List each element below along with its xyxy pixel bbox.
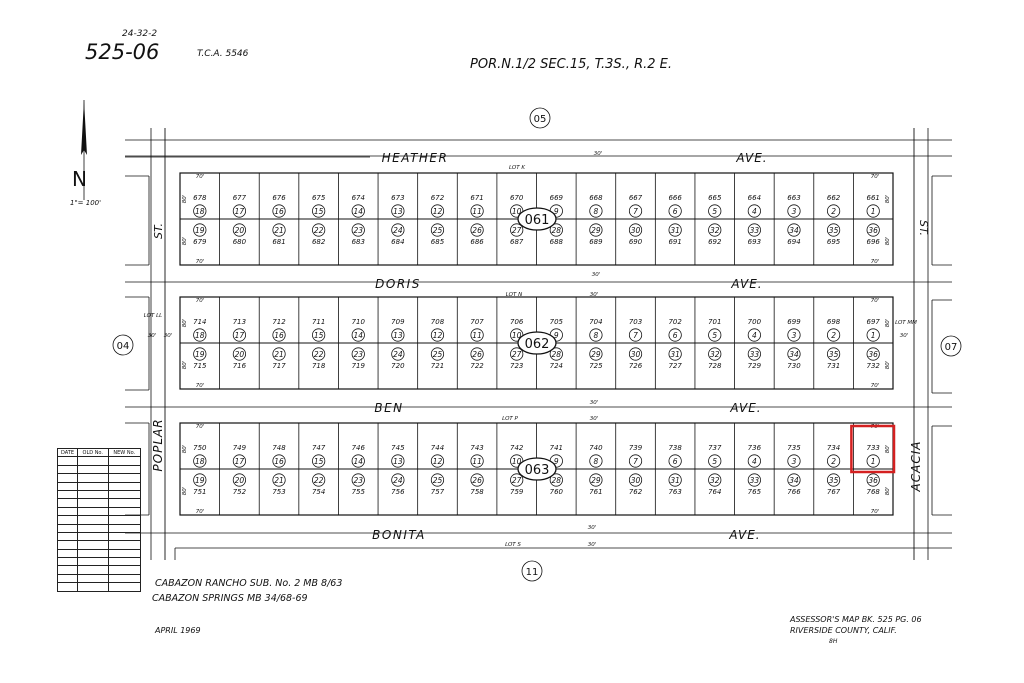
- lot-number: 717: [272, 362, 286, 370]
- page-number: 061: [524, 213, 550, 228]
- initials: 8H: [829, 638, 838, 645]
- assessor-note-1: ASSESSOR'S MAP BK. 525 PG. 06: [790, 615, 922, 624]
- parcel-number: 23: [353, 476, 364, 485]
- lot-number: 736: [747, 444, 762, 452]
- lot-number: 740: [589, 444, 603, 452]
- parcel-number: 13: [393, 207, 403, 216]
- parcel-number: 9: [553, 457, 559, 466]
- lot-number: 692: [708, 238, 722, 246]
- dimension-label: 30': [587, 525, 597, 531]
- lot-number: 661: [866, 194, 880, 202]
- parcel-number: 20: [234, 476, 245, 485]
- lot-number: 748: [272, 444, 286, 452]
- parcel-number: 10: [511, 331, 522, 340]
- lot-number: 680: [232, 238, 247, 246]
- street-ave-bonita: AVE.: [729, 528, 761, 542]
- parcel-number: 36: [868, 350, 878, 359]
- lot-number: 716: [232, 362, 247, 370]
- lot-n-label: LOT N: [505, 292, 523, 298]
- dimension-label: 80': [182, 236, 188, 246]
- parcel-number: 7: [633, 207, 638, 216]
- dimension-label: 70': [195, 298, 205, 304]
- lot-number: 690: [628, 238, 643, 246]
- lot-s-label: LOT S: [505, 542, 521, 548]
- parcel-number: 2: [831, 457, 836, 466]
- lot-number: 734: [826, 444, 841, 452]
- lot-number: 698: [826, 318, 841, 326]
- lot-number: 676: [272, 194, 286, 202]
- lot-number: 667: [628, 194, 643, 202]
- dimension-label: 70': [870, 509, 880, 515]
- parcel-number: 5: [712, 207, 718, 216]
- lot-number: 685: [430, 238, 445, 246]
- parcel-number: 2: [831, 331, 836, 340]
- dimension-label: 30': [591, 272, 601, 278]
- lot-number: 750: [193, 444, 207, 452]
- lot-number: 696: [866, 238, 880, 246]
- lot-number: 766: [787, 488, 801, 496]
- lot-k-label: LOT K: [509, 165, 525, 171]
- parcel-number: 26: [472, 226, 482, 235]
- parcel-number: 7: [633, 457, 638, 466]
- page-number: 062: [524, 337, 550, 352]
- dimension-label: 80': [885, 318, 891, 328]
- dimension-label: 30': [899, 333, 909, 339]
- lot-number: 753: [272, 488, 286, 496]
- lot-number: 674: [351, 194, 365, 202]
- parcel-number: 28: [551, 476, 562, 485]
- parcel-number: 31: [670, 350, 680, 359]
- date-header: DATE: [58, 449, 78, 457]
- parcel-number: 27: [511, 350, 522, 359]
- lot-number: 703: [628, 318, 643, 326]
- parcel-number: 30: [630, 226, 641, 235]
- parcel-number: 14: [353, 331, 364, 340]
- street-ave-ben: AVE.: [730, 401, 762, 415]
- parcel-number: 16: [274, 207, 284, 216]
- lot-number: 726: [628, 362, 643, 370]
- lot-p-label: LOT P: [502, 416, 518, 422]
- lot-number: 746: [351, 444, 365, 452]
- lot-number: 711: [311, 318, 326, 326]
- parcel-number: 17: [234, 207, 245, 216]
- dimension-label: 30': [589, 416, 599, 422]
- dimension-label: 80': [885, 236, 891, 246]
- lot-number: 757: [430, 488, 445, 496]
- dimension-label: 30': [589, 292, 599, 298]
- street-heather: HEATHER: [381, 151, 449, 165]
- dimension-label: 30': [147, 333, 157, 339]
- lot-number: 714: [193, 318, 207, 326]
- new-number-header: NEW No.: [108, 449, 140, 457]
- lot-number: 689: [589, 238, 603, 246]
- lot-number: 665: [708, 194, 722, 202]
- dimension-label: 70': [870, 298, 880, 304]
- lot-number: 751: [193, 488, 207, 496]
- book-number: 05: [533, 114, 547, 125]
- lot-number: 712: [272, 318, 286, 326]
- street-st-east: ST.: [917, 220, 930, 236]
- lot-number: 718: [311, 362, 326, 370]
- parcel-number: 9: [553, 331, 559, 340]
- lot-number: 754: [311, 488, 326, 496]
- parcel-number: 4: [751, 457, 757, 466]
- lot-number: 756: [391, 488, 405, 496]
- parcel-number: 35: [828, 226, 839, 235]
- parcel-number: 19: [195, 350, 205, 359]
- lot-number: 699: [787, 318, 801, 326]
- dimension-label: 70': [870, 174, 880, 180]
- dimension-label: 70': [195, 509, 205, 515]
- lot-number: 715: [193, 362, 207, 370]
- parcel-number: 26: [472, 476, 482, 485]
- subdivision-note-1: CABAZON RANCHO SUB. No. 2 MB 8/63: [155, 578, 343, 589]
- parcel-number: 1: [870, 331, 876, 340]
- parcel-number: 14: [353, 457, 364, 466]
- parcel-number: 25: [432, 476, 443, 485]
- parcel-number: 23: [353, 226, 364, 235]
- lot-number: 723: [510, 362, 524, 370]
- lot-number: 720: [391, 362, 405, 370]
- book-number: 04: [116, 341, 130, 352]
- dimension-label: 80': [885, 444, 891, 454]
- parcel-number: 21: [274, 226, 284, 235]
- lot-number: 767: [826, 488, 841, 496]
- street-acacia: ACACIA: [909, 440, 923, 492]
- dimension-label: 80': [885, 360, 891, 370]
- book-page-number: 525-06: [85, 40, 160, 64]
- parcel-number: 16: [274, 457, 284, 466]
- parcel-number: 13: [393, 331, 403, 340]
- lot-number: 668: [589, 194, 603, 202]
- parcel-number: 15: [313, 331, 324, 340]
- north-label: N: [72, 167, 87, 191]
- dimension-label: 30': [163, 333, 173, 339]
- lot-number: 765: [747, 488, 762, 496]
- parcel-number: 22: [313, 350, 324, 359]
- lot-number: 722: [470, 362, 484, 370]
- parcel-number: 3: [791, 207, 797, 216]
- parcel-number: 21: [274, 476, 284, 485]
- dimension-label: 70': [870, 383, 880, 389]
- parcel-number: 17: [234, 331, 245, 340]
- dimension-label: 70': [195, 174, 205, 180]
- parcel-number: 15: [313, 207, 324, 216]
- parcel-number: 25: [432, 226, 443, 235]
- lot-number: 741: [549, 444, 563, 452]
- parcel-number: 27: [511, 476, 522, 485]
- parcel-number: 29: [591, 350, 601, 359]
- parcel-number: 34: [789, 476, 799, 485]
- parcel-number: 8: [593, 457, 599, 466]
- parcel-number: 26: [472, 350, 482, 359]
- parcel-number: 14: [353, 207, 364, 216]
- lot-number: 704: [589, 318, 603, 326]
- parcel-number: 16: [274, 331, 284, 340]
- lot-number: 702: [668, 318, 682, 326]
- revision-table: [57, 448, 141, 592]
- lot-number: 673: [391, 194, 405, 202]
- lot-number: 677: [232, 194, 247, 202]
- street-poplar: POPLAR: [151, 418, 165, 472]
- lot-number: 666: [668, 194, 682, 202]
- lot-number: 738: [668, 444, 682, 452]
- dimension-label: 70': [195, 383, 205, 389]
- lot-number: 759: [510, 488, 524, 496]
- parcel-number: 6: [672, 207, 678, 216]
- parcel-number: 24: [393, 226, 403, 235]
- lot-number: 662: [826, 194, 841, 202]
- dimension-label: 70': [195, 424, 205, 430]
- lot-number: 695: [826, 238, 841, 246]
- lot-number: 671: [470, 194, 484, 202]
- lot-number: 764: [708, 488, 722, 496]
- street-ave-heather: AVE.: [736, 151, 768, 165]
- parcel-number: 28: [551, 226, 562, 235]
- lot-number: 670: [510, 194, 524, 202]
- parcel-number: 3: [791, 457, 797, 466]
- lot-number: 732: [866, 362, 880, 370]
- lot-number: 700: [747, 318, 762, 326]
- parcel-number: 22: [313, 226, 324, 235]
- lot-number: 697: [866, 318, 880, 326]
- lot-number: 708: [430, 318, 445, 326]
- street-ben: BEN: [374, 401, 404, 415]
- lot-number: 701: [708, 318, 722, 326]
- parcel-number: 24: [393, 476, 403, 485]
- lot-number: 686: [470, 238, 484, 246]
- lot-number: 745: [391, 444, 405, 452]
- lot-number: 727: [668, 362, 682, 370]
- tca-number: T.C.A. 5546: [197, 49, 249, 59]
- lot-number: 724: [549, 362, 563, 370]
- parcel-number: 36: [868, 226, 878, 235]
- dimension-label: 80': [182, 194, 188, 204]
- parcel-number: 12: [432, 207, 443, 216]
- lot-number: 683: [351, 238, 365, 246]
- parcel-number: 25: [432, 350, 443, 359]
- parcel-number: 33: [749, 476, 760, 485]
- parcel-number: 27: [511, 226, 522, 235]
- lot-number: 675: [311, 194, 326, 202]
- lot-number: 705: [549, 318, 563, 326]
- parcel-number: 5: [712, 457, 718, 466]
- parcel-number: 20: [234, 226, 245, 235]
- scale-label: 1"= 100': [70, 199, 102, 207]
- lot-number: 669: [549, 194, 563, 202]
- lot-number: 768: [866, 488, 880, 496]
- lot-number: 747: [311, 444, 326, 452]
- parcel-number: 8: [593, 331, 599, 340]
- lot-number: 735: [787, 444, 801, 452]
- book-number: 07: [944, 342, 958, 353]
- book-number: 11: [525, 567, 539, 578]
- parcel-number: 35: [828, 476, 839, 485]
- lot-number: 672: [430, 194, 445, 202]
- lot-number: 752: [232, 488, 247, 496]
- parcel-number: 32: [709, 226, 720, 235]
- parcel-number: 3: [791, 331, 797, 340]
- lot-number: 663: [787, 194, 801, 202]
- parcel-number: 32: [709, 350, 720, 359]
- dimension-label: 30': [593, 151, 603, 157]
- dimension-label: 80': [182, 318, 188, 328]
- parcel-number: 31: [670, 476, 680, 485]
- parcel-number: 18: [195, 457, 205, 466]
- lot-number: 758: [470, 488, 484, 496]
- parcel-number: 34: [789, 350, 799, 359]
- lot-number: 761: [589, 488, 603, 496]
- lot-mm-label: LOT MM: [895, 320, 917, 326]
- lot-number: 688: [549, 238, 563, 246]
- parcel-number: 10: [511, 457, 522, 466]
- parcel-number: 28: [551, 350, 562, 359]
- lot-number: 684: [391, 238, 405, 246]
- dimension-label: 70': [870, 259, 880, 265]
- dimension-label: 70': [195, 259, 205, 265]
- old-number-header: OLD No.: [77, 449, 108, 457]
- parcel-number: 19: [195, 476, 205, 485]
- parcel-number: 30: [630, 350, 641, 359]
- parcel-number: 35: [828, 350, 839, 359]
- lot-number: 744: [430, 444, 445, 452]
- parcel-number: 17: [234, 457, 245, 466]
- parcel-number: 1: [870, 457, 876, 466]
- lot-number: 729: [747, 362, 762, 370]
- parcel-number: 1: [870, 207, 876, 216]
- lot-number: 730: [787, 362, 801, 370]
- parcel-number: 18: [195, 331, 205, 340]
- parcel-number: 19: [195, 226, 205, 235]
- section-description: POR.N.1/2 SEC.15, T.3S., R.2 E.: [470, 57, 672, 72]
- lot-number: 709: [391, 318, 405, 326]
- lot-number: 743: [470, 444, 484, 452]
- parcel-number: 7: [633, 331, 638, 340]
- lot-number: 710: [351, 318, 365, 326]
- parcel-number: 4: [751, 207, 757, 216]
- parcel-number: 6: [672, 331, 678, 340]
- dimension-label: 70': [870, 424, 880, 430]
- lot-number: 707: [470, 318, 484, 326]
- lot-number: 679: [193, 238, 207, 246]
- parcel-number: 10: [511, 207, 522, 216]
- parcel-number: 6: [672, 457, 678, 466]
- lot-number: 737: [708, 444, 722, 452]
- dimension-label: 80': [182, 486, 188, 496]
- parcel-number: 11: [472, 457, 482, 466]
- parcel-number: 20: [234, 350, 245, 359]
- parcel-number: 24: [393, 350, 403, 359]
- lot-number: 691: [668, 238, 682, 246]
- parcel-number: 11: [472, 331, 482, 340]
- parcel-number: 12: [432, 457, 443, 466]
- parcel-number: 30: [630, 476, 641, 485]
- street-st-west: ST.: [152, 223, 165, 239]
- parcel-number: 33: [749, 226, 760, 235]
- parcel-number: 33: [749, 350, 760, 359]
- parcel-number: 4: [751, 331, 757, 340]
- street-doris: DORIS: [375, 277, 421, 291]
- parcel-number: 32: [709, 476, 720, 485]
- lot-number: 762: [628, 488, 643, 496]
- lot-number: 749: [232, 444, 247, 452]
- parcel-number: 29: [591, 226, 601, 235]
- lot-number: 721: [430, 362, 445, 370]
- lot-number: 728: [708, 362, 722, 370]
- parcel-number: 31: [670, 226, 680, 235]
- dimension-label: 80': [885, 194, 891, 204]
- parcel-number: 8: [593, 207, 599, 216]
- lot-number: 706: [510, 318, 524, 326]
- lot-number: 678: [193, 194, 207, 202]
- parcel-number: 23: [353, 350, 364, 359]
- dimension-label: 30': [589, 400, 599, 406]
- parcel-number: 5: [712, 331, 718, 340]
- lot-number: 694: [787, 238, 801, 246]
- street-bonita: BONITA: [372, 528, 426, 542]
- lot-ll-label: LOT LL: [143, 313, 163, 319]
- small-reference: 24-32-2: [122, 29, 158, 39]
- lot-number: 719: [351, 362, 365, 370]
- lot-number: 760: [549, 488, 563, 496]
- parcel-number: 13: [393, 457, 403, 466]
- lot-number: 713: [232, 318, 247, 326]
- lot-number: 693: [747, 238, 762, 246]
- lot-number: 763: [668, 488, 682, 496]
- subdivision-note-2: CABAZON SPRINGS MB 34/68-69: [152, 593, 308, 604]
- lot-number: 731: [826, 362, 841, 370]
- map-date: APRIL 1969: [155, 626, 201, 635]
- lot-number: 733: [866, 444, 880, 452]
- parcel-number: 29: [591, 476, 601, 485]
- parcel-number: 2: [831, 207, 836, 216]
- parcel-number: 15: [313, 457, 324, 466]
- lot-number: 682: [311, 238, 326, 246]
- parcel-number: 36: [868, 476, 878, 485]
- parcel-number: 12: [432, 331, 443, 340]
- lot-number: 725: [589, 362, 603, 370]
- dimension-label: 80': [182, 360, 188, 370]
- parcel-number: 11: [472, 207, 482, 216]
- lot-number: 742: [510, 444, 524, 452]
- dimension-label: 30': [587, 542, 597, 548]
- page-number: 063: [524, 463, 550, 478]
- parcel-number: 9: [553, 207, 559, 216]
- lot-number: 664: [747, 194, 762, 202]
- lot-number: 739: [628, 444, 643, 452]
- parcel-number: 34: [789, 226, 799, 235]
- lot-number: 687: [510, 238, 524, 246]
- dimension-label: 80': [182, 444, 188, 454]
- street-ave-doris: AVE.: [731, 277, 763, 291]
- dimension-label: 80': [885, 486, 891, 496]
- lot-number: 755: [351, 488, 365, 496]
- parcel-number: 18: [195, 207, 205, 216]
- lot-number: 681: [272, 238, 286, 246]
- parcel-number: 22: [313, 476, 324, 485]
- parcel-number: 21: [274, 350, 284, 359]
- assessor-note-2: RIVERSIDE COUNTY, CALIF.: [790, 626, 897, 635]
